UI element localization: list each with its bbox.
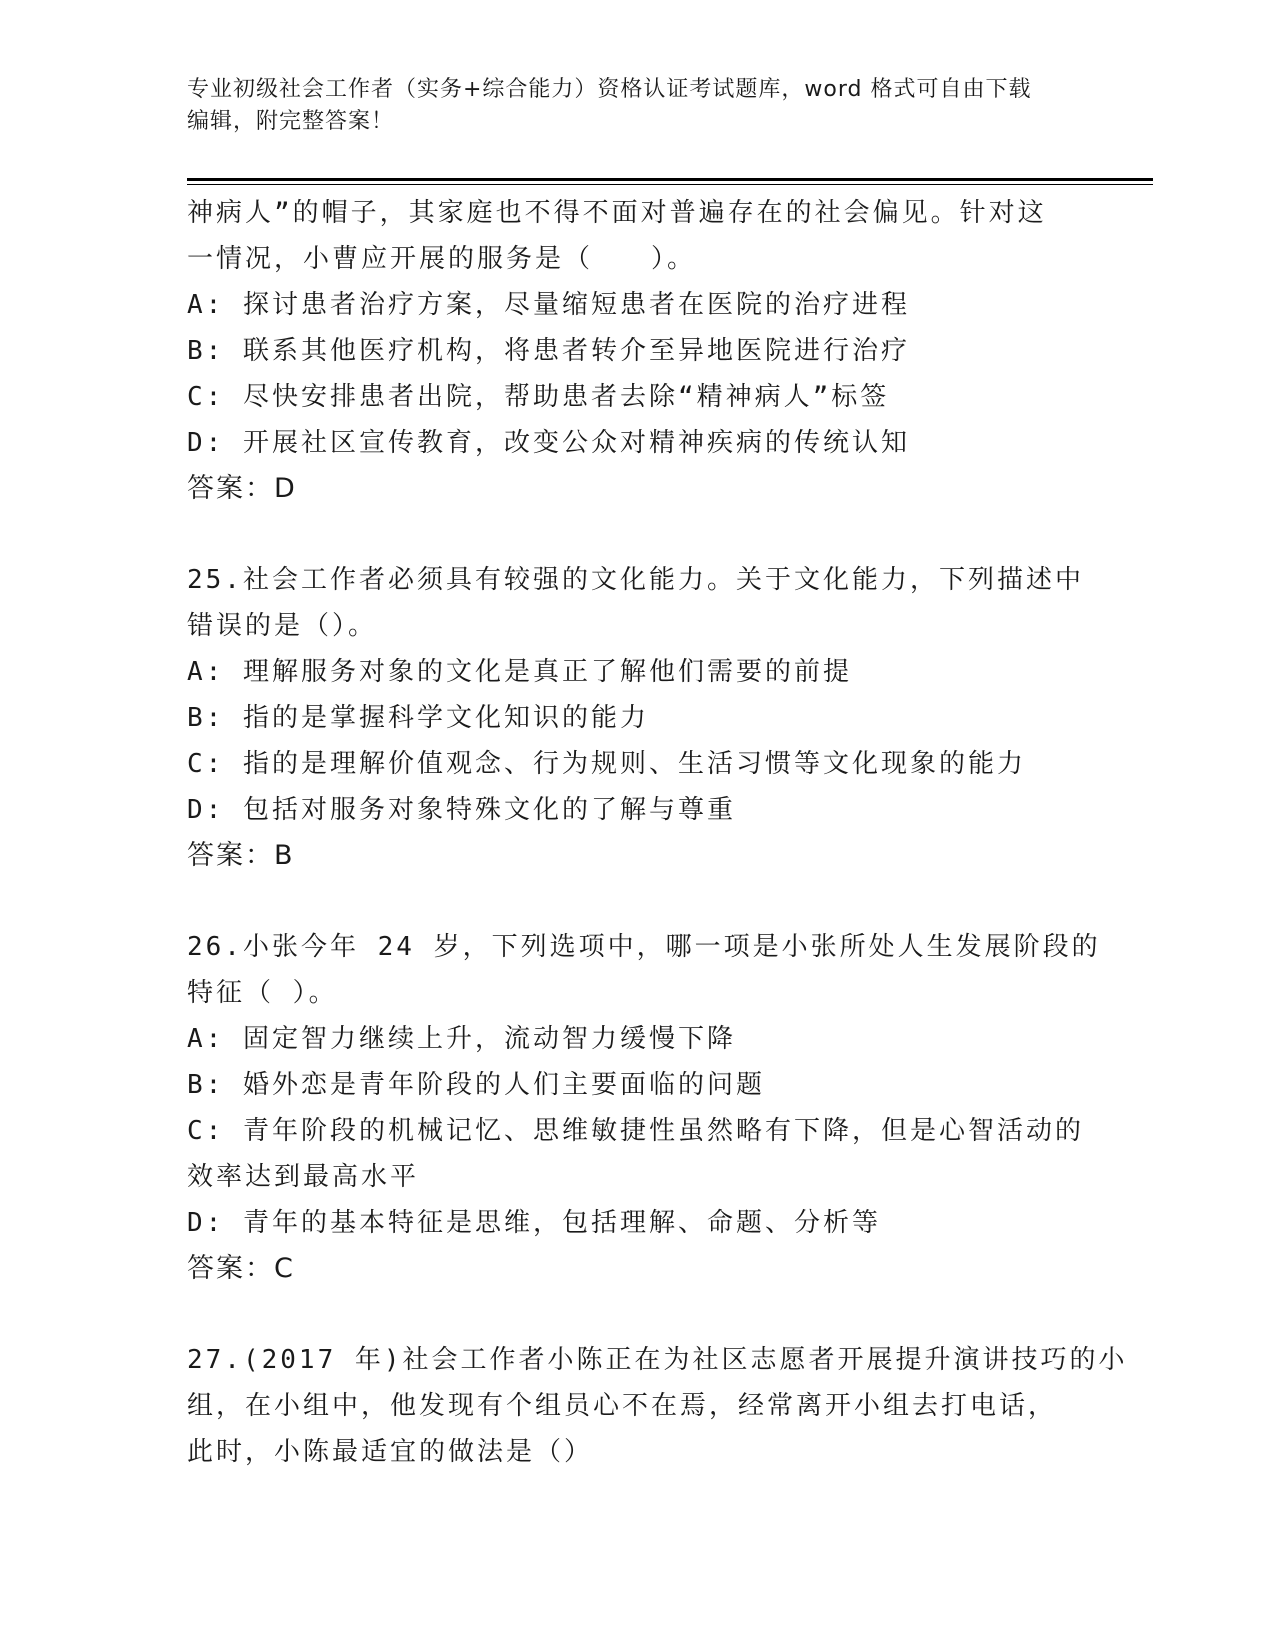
answer-line: 答案：C — [187, 1253, 295, 1284]
option-d: D: 包括对服务对象特殊文化的了解与尊重 — [187, 795, 736, 825]
question-stem-line: 一情况，小曹应开展的服务是（ ）。 — [187, 244, 697, 274]
answer-line: 答案：B — [187, 840, 295, 871]
question-stem-line: 27.(2017 年)社会工作者小陈正在为社区志愿者开展提升演讲技巧的小 — [187, 1345, 1128, 1375]
option-c: C: 指的是理解价值观念、行为规则、生活习惯等文化现象的能力 — [187, 749, 1026, 779]
question-27 — [187, 1337, 1128, 1475]
question-stem-line: 组，在小组中，他发现有个组员心不在焉，经常离开小组去打电话， — [187, 1391, 1058, 1421]
question-content — [187, 190, 1128, 1475]
page-header — [187, 74, 1087, 138]
header-rule-thin — [187, 184, 1153, 185]
header-line-1: 专业初级社会工作者（实务+综合能力）资格认证考试题库，word 格式可自由下载 — [187, 77, 1032, 102]
option-a: A: 探讨患者治疗方案，尽量缩短患者在医院的治疗进程 — [187, 290, 910, 320]
option-c: C: 青年阶段的机械记忆、思维敏捷性虽然略有下降，但是心智活动的 — [187, 1116, 1084, 1146]
question-25 — [187, 557, 1087, 879]
question-stem-line: 25.社会工作者必须具有较强的文化能力。关于文化能力，下列描述中 — [187, 565, 1084, 595]
option-d: D: 开展社区宣传教育，改变公众对精神疾病的传统认知 — [187, 428, 910, 458]
header-rule-thick — [187, 178, 1153, 181]
question-stem-line: 神病人”的帽子，其家庭也不得不面对普遍存在的社会偏见。针对这 — [187, 198, 1047, 228]
header-line-2: 编辑，附完整答案！ — [187, 109, 395, 134]
option-b: B: 婚外恋是青年阶段的人们主要面临的问题 — [187, 1070, 765, 1100]
option-c: C: 尽快安排患者出院，帮助患者去除“精神病人”标签 — [187, 382, 890, 412]
option-d: D: 青年的基本特征是思维，包括理解、命题、分析等 — [187, 1208, 881, 1238]
option-b: B: 联系其他医疗机构，将患者转介至异地医院进行治疗 — [187, 336, 910, 366]
question-stem-line: 此时，小陈最适宜的做法是（） — [187, 1437, 594, 1467]
question-26 — [187, 924, 1101, 1292]
question-stem-line: 错误的是（）。 — [187, 611, 378, 641]
option-b: B: 指的是掌握科学文化知识的能力 — [187, 703, 649, 733]
question-stem-line: 26.小张今年 24 岁，下列选项中，哪一项是小张所处人生发展阶段的 — [187, 932, 1101, 962]
question-stem-line: 特征（ ）。 — [187, 978, 338, 1008]
option-a: A: 固定智力继续上升，流动智力缓慢下降 — [187, 1024, 736, 1054]
answer-line: 答案：D — [187, 473, 297, 504]
question-24 — [187, 190, 1087, 512]
option-c-continued: 效率达到最高水平 — [187, 1162, 420, 1192]
option-a: A: 理解服务对象的文化是真正了解他们需要的前提 — [187, 657, 852, 687]
